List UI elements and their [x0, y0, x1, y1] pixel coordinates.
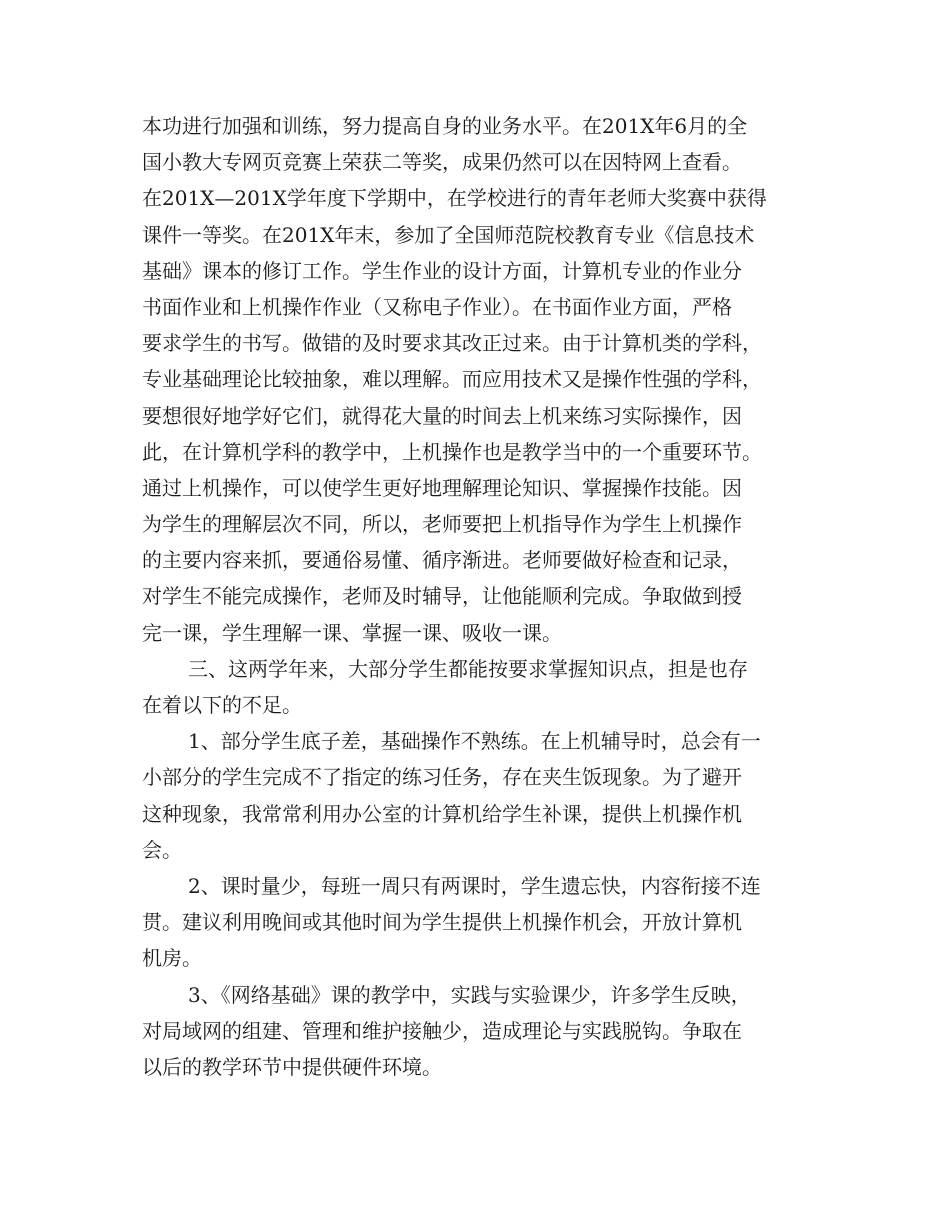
text-line: 专业基础理论比较抽象，难以理解。而应用技术又是操作性强的学科，	[142, 367, 762, 392]
text-line: 这种现象，我常常利用办公室的计算机给学生补课，提供上机操作机	[142, 801, 742, 826]
text-line: 此，在计算机学科的教学中，上机操作也是教学当中的一个重要环节。	[142, 439, 762, 464]
text-line: 基础》课本的修订工作。学生作业的设计方面，计算机专业的作业分	[142, 258, 742, 283]
text-line: 会。	[142, 837, 182, 862]
text-line: 在201X—201X学年度下学期中，在学校进行的青年老师大奖赛中获得	[142, 186, 767, 211]
text-line: 本功进行加强和训练，努力提高自身的业务水平。在201X年6月的全	[142, 114, 748, 138]
text-line: 为学生的理解层次不同，所以，老师要把上机指导作为学生上机操作	[142, 512, 742, 537]
text-line: 机房。	[142, 946, 202, 971]
text-line: 1、部分学生底子差，基础操作不熟练。在上机辅导时，总会有一	[188, 729, 761, 754]
text-line: 书面作业和上机操作作业（又称电子作业）。在书面作业方面，严格	[142, 294, 732, 319]
text-line: 完一课，学生理解一课、掌握一课、吸收一课。	[142, 620, 562, 645]
text-line: 要求学生的书写。做错的及时要求其改正过来。由于计算机类的学科，	[142, 331, 762, 356]
text-line: 三、这两学年来，大部分学生都能按要求掌握知识点，担是也存	[188, 656, 748, 681]
document-body	[142, 108, 810, 1085]
text-line: 课件一等奖。在201X年末，参加了全国师范院校教育专业《信息技术	[142, 222, 755, 247]
text-line: 通过上机操作，可以使学生更好地理解理论知识、掌握操作技能。因	[142, 475, 742, 500]
text-line: 对局域网的组建、管理和维护接触少，造成理论与实践脱钩。争取在	[142, 1018, 742, 1043]
text-line: 在着以下的不足。	[142, 693, 302, 717]
text-line: 2、课时量少，每班一周只有两课时，学生遗忘快，内容衔接不连	[188, 873, 761, 898]
text-line: 对学生不能完成操作，老师及时辅导，让他能顺利完成。争取做到授	[142, 584, 742, 609]
text-line: 贯。建议利用晚间或其他时间为学生提供上机操作机会，开放计算机	[142, 910, 742, 935]
text-line: 要想很好地学好它们，就得花大量的时间去上机来练习实际操作，因	[142, 403, 742, 428]
text-line: 以后的教学环节中提供硬件环境。	[142, 1054, 442, 1079]
text-line: 的主要内容来抓，要通俗易懂、循序渐进。老师要做好检查和记录，	[142, 548, 742, 573]
text-line: 国小教大专网页竞赛上荣获二等奖，成果仍然可以在因特网上查看。	[142, 150, 742, 175]
text-line: 小部分的学生完成不了指定的练习任务，存在夹生饭现象。为了避开	[142, 765, 742, 790]
text-line: 3、《网络基础》课的教学中，实践与实验课少，许多学生反映，	[188, 982, 751, 1007]
